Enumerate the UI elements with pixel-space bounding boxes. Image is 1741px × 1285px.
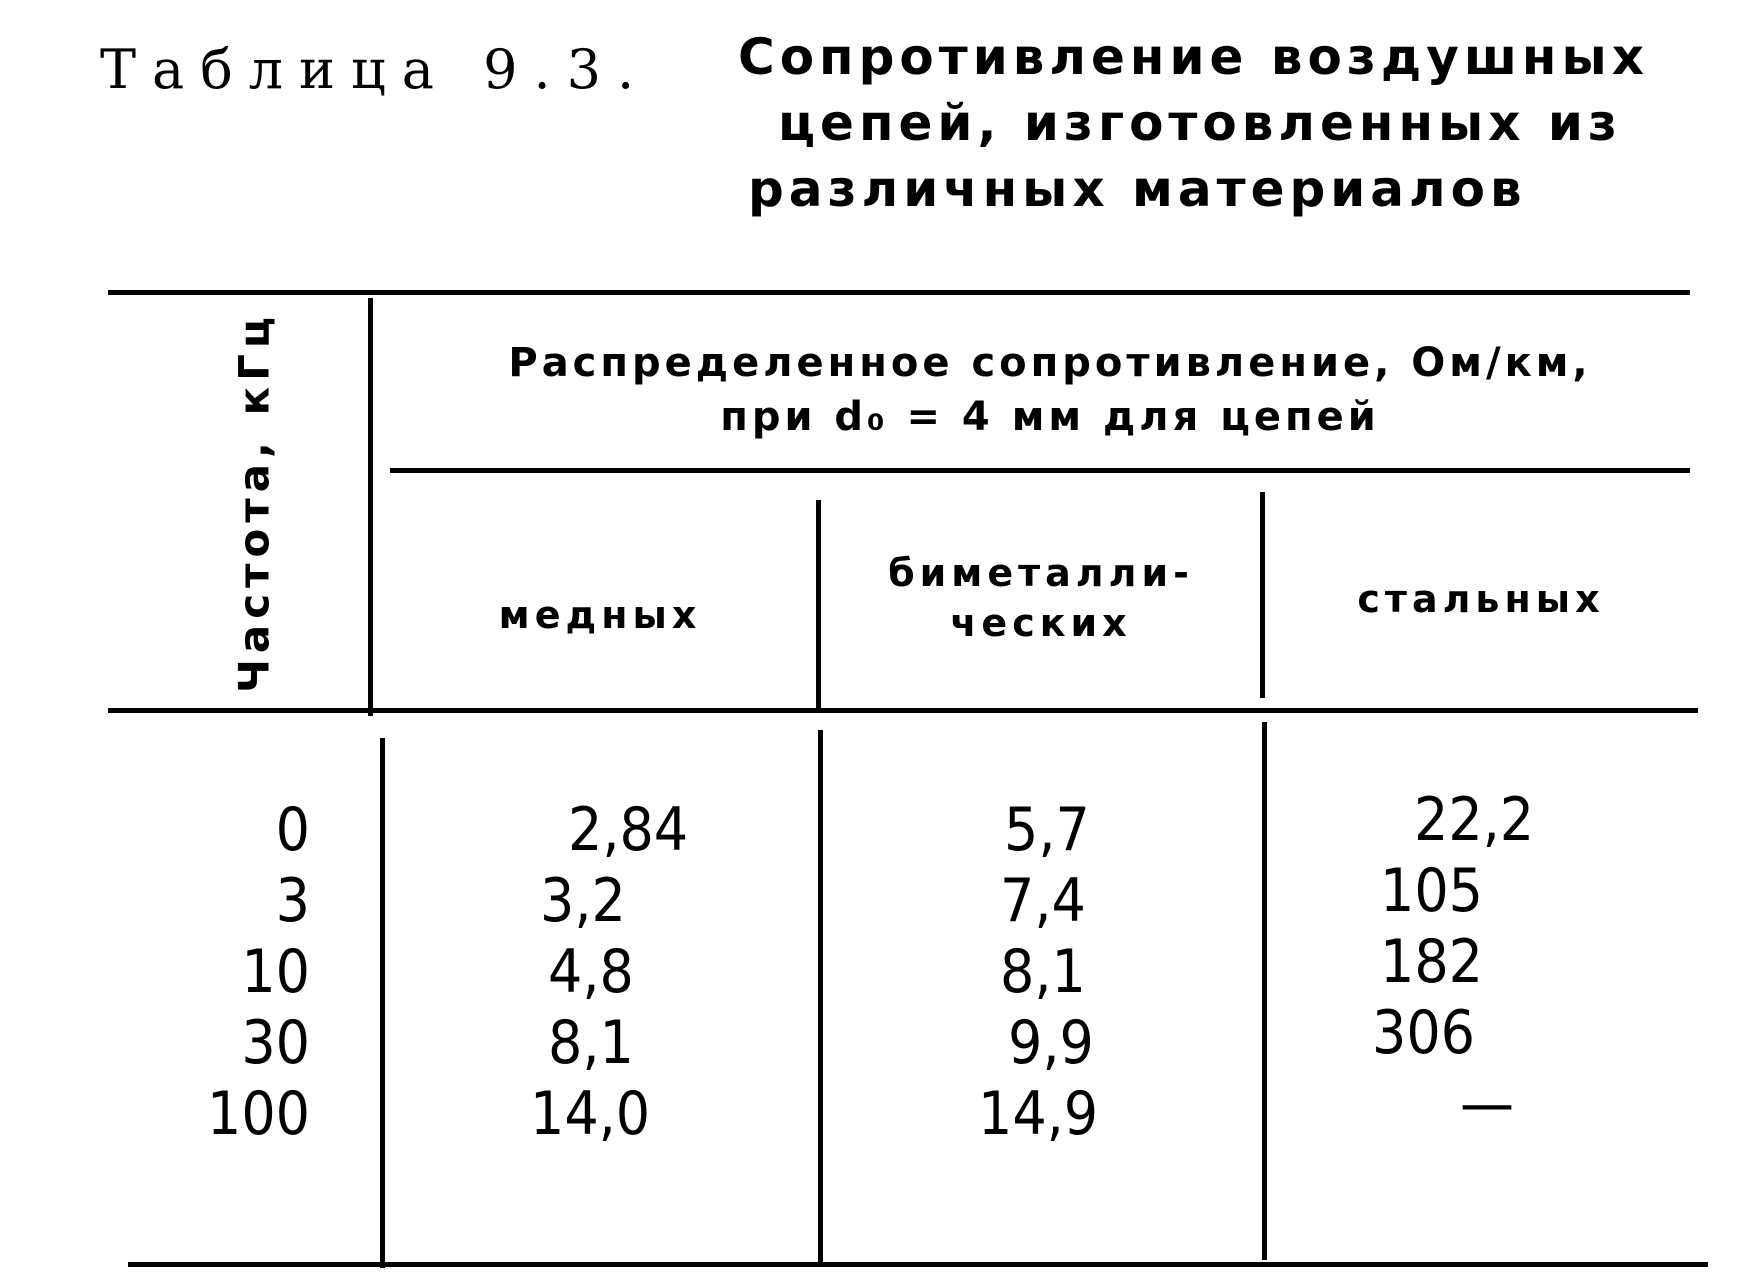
frequency-values — [190, 795, 310, 1150]
table-cell-bimetallic: 7,4 — [1000, 866, 1086, 936]
bimetal-steel-divider-body — [1262, 722, 1267, 1260]
caption-title-line: различных материалов — [748, 160, 1527, 218]
table-caption-title — [738, 24, 1698, 222]
steel-column-header: стальных — [1357, 577, 1605, 621]
table-cell-bimetallic: 5,7 — [1004, 795, 1090, 865]
table-caption-label: Таблица 9.3. — [100, 38, 651, 101]
group-header-rule — [390, 468, 1690, 473]
table-cell-steel: 22,2 — [1414, 785, 1535, 855]
copper-bimetal-divider-body — [818, 730, 823, 1266]
caption-title-line: Сопротивление воздушных — [738, 28, 1649, 86]
resistance-group-header — [380, 336, 1720, 444]
table-cell-frequency: 30 — [241, 1008, 310, 1078]
table-cell-copper: 4,8 — [548, 937, 634, 1007]
table-cell-bimetallic: 8,1 — [1000, 937, 1086, 1007]
header-bottom-rule — [108, 708, 1698, 713]
table-cell-bimetallic: 14,9 — [978, 1079, 1099, 1149]
table-cell-bimetallic: 9,9 — [1008, 1008, 1094, 1078]
table-cell-steel: — — [1460, 1069, 1514, 1139]
frequency-column-divider-body — [380, 738, 385, 1268]
table-cell-steel: 105 — [1380, 856, 1484, 926]
bimetallic-values — [978, 795, 1190, 1150]
table-cell-copper: 3,2 — [540, 866, 626, 936]
table-cell-frequency: 100 — [206, 1079, 310, 1149]
group-header-line: при d₀ = 4 мм для цепей — [720, 394, 1380, 440]
table-cell-frequency: 3 — [275, 866, 310, 936]
frequency-column-divider — [368, 298, 373, 716]
copper-values — [530, 795, 740, 1150]
table-cell-steel: 306 — [1372, 998, 1476, 1068]
steel-values — [1372, 785, 1600, 1140]
table-cell-copper: 14,0 — [530, 1079, 651, 1149]
copper-column-header: медных — [498, 593, 702, 637]
table-cell-frequency: 10 — [241, 937, 310, 1007]
bimetallic-column-header: биметалли- ческих — [888, 551, 1194, 645]
table-top-rule — [108, 290, 1690, 295]
frequency-column-header: Частота, кГц — [229, 310, 279, 694]
table-cell-frequency: 0 — [275, 795, 310, 865]
table-cell-copper: 2,84 — [568, 795, 689, 865]
group-header-line: Распределенное сопротивление, Ом/км, — [508, 340, 1592, 386]
table-bottom-rule — [128, 1262, 1708, 1267]
table-cell-steel: 182 — [1380, 927, 1484, 997]
caption-title-line: цепей, изготовленных из — [778, 94, 1622, 152]
table-cell-copper: 8,1 — [548, 1008, 634, 1078]
